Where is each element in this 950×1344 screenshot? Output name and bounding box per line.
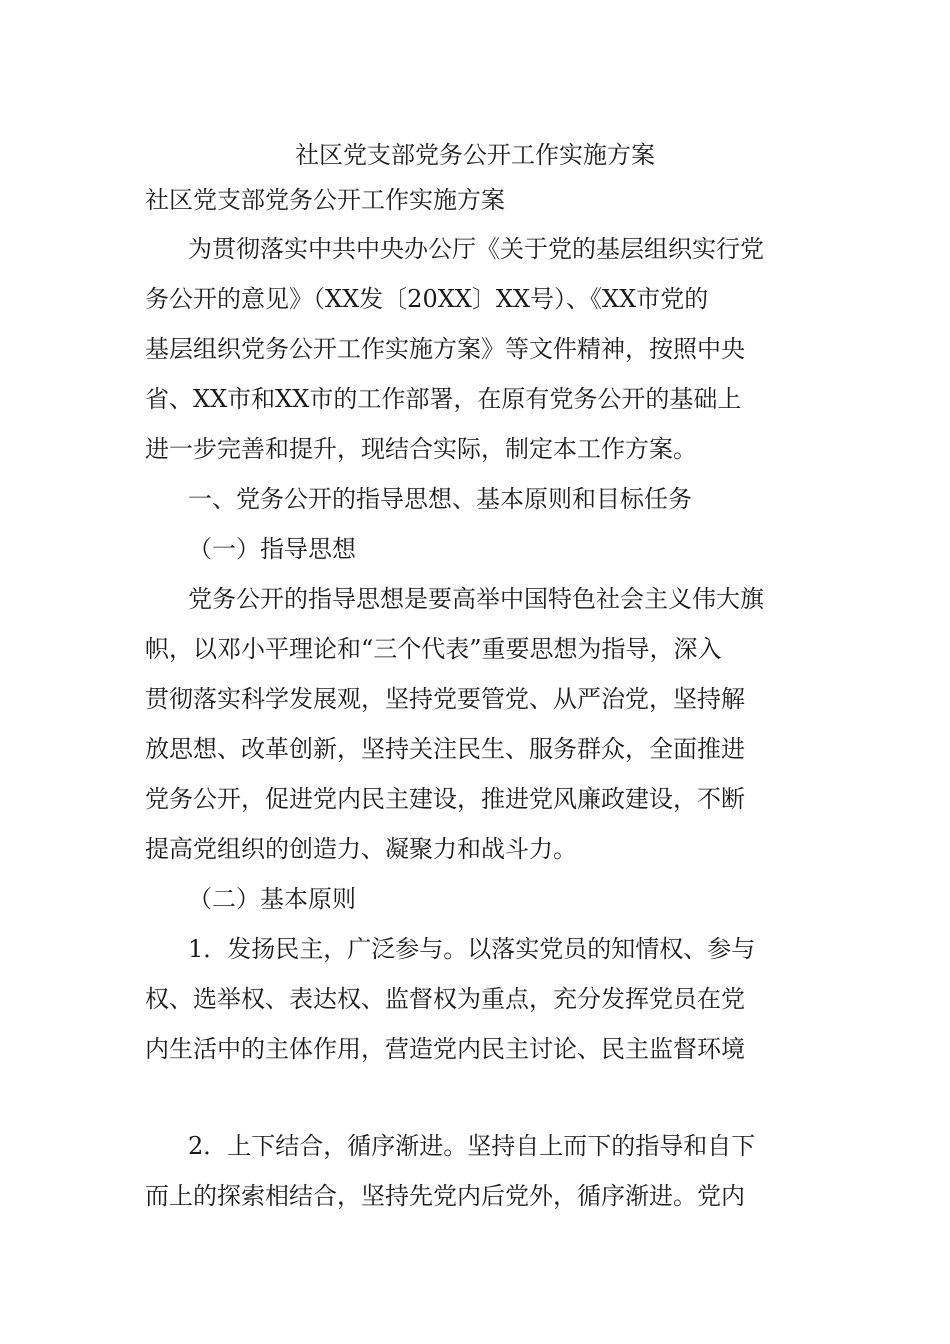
subsection-heading: （二）基本原则	[188, 885, 356, 913]
paragraph-line: 务公开的意见》（XX发〔20XX〕XX号）、《XX市党的	[145, 285, 709, 313]
paragraph-line: 放思想、改革创新，坚持关注民生、服务群众，全面推进	[145, 735, 745, 763]
paragraph-line: 为贯彻落实中共中央办公厅《关于党的基层组织实行党	[188, 235, 764, 263]
paragraph-line: 基层组织党务公开工作实施方案》等文件精神，按照中央	[145, 335, 745, 363]
paragraph-line: 党务公开的指导思想是要高举中国特色社会主义伟大旗	[188, 585, 764, 613]
paragraph-line: 提高党组织的创造力、凝聚力和战斗力。	[145, 835, 577, 863]
paragraph-line: 2．上下结合，循序渐进。坚持自上而下的指导和自下	[188, 1132, 756, 1160]
paragraph-line: 进一步完善和提升，现结合实际，制定本工作方案。	[145, 435, 697, 463]
subtitle-line: 社区党支部党务公开工作实施方案	[145, 186, 505, 214]
paragraph-line: 权、选举权、表达权、监督权为重点，充分发挥党员在党	[145, 985, 745, 1013]
paragraph-line: 省、XX市和XX市的工作部署，在原有党务公开的基础上	[145, 385, 742, 413]
paragraph-line: 党务公开，促进党内民主建设，推进党风廉政建设，不断	[145, 785, 745, 813]
paragraph-line: 贯彻落实科学发展观，坚持党要管党、从严治党，坚持解	[145, 685, 745, 713]
document-title: 社区党支部党务公开工作实施方案	[295, 141, 655, 169]
paragraph-line: 1．发扬民主，广泛参与。以落实党员的知情权、参与	[188, 935, 756, 963]
paragraph-line: 内生活中的主体作用，营造党内民主讨论、民主监督环境	[145, 1035, 745, 1063]
subsection-heading: （一）指导思想	[188, 535, 356, 563]
section-heading: 一、党务公开的指导思想、基本原则和目标任务	[188, 485, 692, 513]
paragraph-line: 而上的探索相结合，坚持先党内后党外，循序渐进。党内	[145, 1182, 745, 1210]
paragraph-line: 帜，以邓小平理论和“三个代表”重要思想为指导，深入	[145, 635, 722, 663]
